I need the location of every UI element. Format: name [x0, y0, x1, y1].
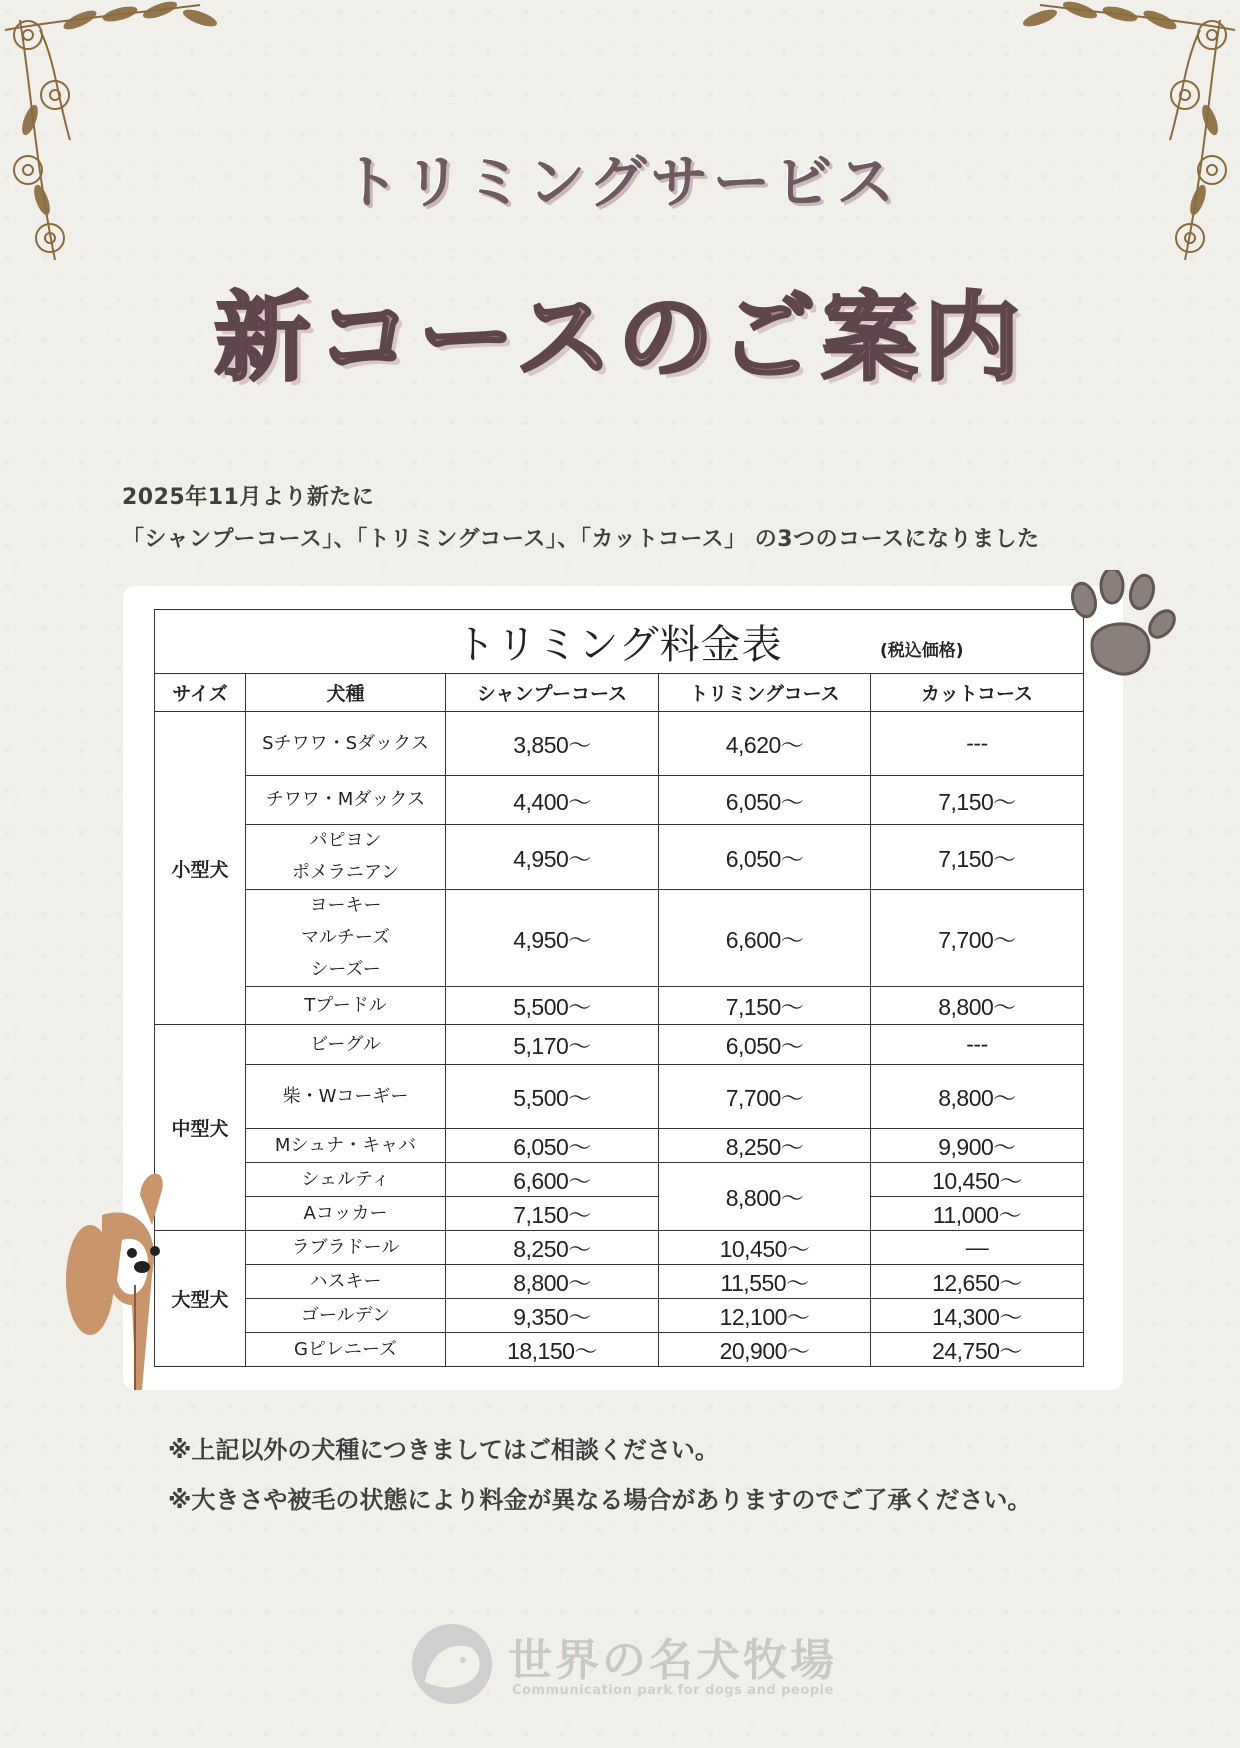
trimming-price: 7,150〜 [659, 987, 871, 1025]
logo-tagline: Communication park for dogs and people [512, 1683, 834, 1698]
breed-cell: ラブラドール [246, 1231, 446, 1265]
trimming-price: 6,050〜 [659, 776, 871, 825]
trimming-price: 4,620〜 [659, 712, 871, 776]
table-row [155, 987, 1084, 1025]
cut-price: 14,300〜 [871, 1299, 1084, 1333]
breed-cell: Aコッカー [246, 1197, 446, 1231]
shampoo-price: 9,350〜 [446, 1299, 659, 1333]
intro-line-2: 「シャンプーコース」、「トリミングコース」、「カットコース」 の3つのコースになりました [122, 527, 1040, 552]
shampoo-price: 5,500〜 [446, 1065, 659, 1129]
dog-logo-icon [405, 1622, 500, 1707]
breed-cell: 柴・Wコーギー [246, 1065, 446, 1129]
cut-price: 7,150〜 [871, 776, 1084, 825]
shampoo-price: 8,250〜 [446, 1231, 659, 1265]
cut-price: 7,700〜 [871, 890, 1084, 987]
table-row [155, 712, 1084, 776]
tax-note: (税込価格) [880, 641, 964, 661]
trimming-price: 7,700〜 [659, 1065, 871, 1129]
cut-price: 10,450〜 [871, 1163, 1084, 1197]
shampoo-price: 5,170〜 [446, 1025, 659, 1065]
shampoo-price: 7,150〜 [446, 1197, 659, 1231]
breed-cell: ハスキー [246, 1265, 446, 1299]
table-row [155, 1299, 1084, 1333]
cut-price: — [871, 1231, 1084, 1265]
trimming-price: 11,550〜 [659, 1265, 871, 1299]
table-row [155, 1129, 1084, 1163]
cut-price: --- [871, 1025, 1084, 1065]
shampoo-price: 4,950〜 [446, 825, 659, 890]
logo-name: 世界の名犬牧場 [508, 1635, 837, 1686]
table-row [155, 1265, 1084, 1299]
column-header: サイズ [155, 674, 246, 712]
shampoo-price: 3,850〜 [446, 712, 659, 776]
trimming-price: 8,800〜 [659, 1163, 871, 1231]
table-row [155, 1333, 1084, 1367]
note-2: ※大きさや被毛の状態により料金が異なる場合がありますのでご了承ください。 [168, 1486, 1032, 1514]
breed-cell: ヨーキー マルチーズ シーズー [246, 890, 446, 987]
shampoo-price: 6,600〜 [446, 1163, 659, 1197]
dog-peek-icon [62, 1165, 174, 1390]
shampoo-price: 4,950〜 [446, 890, 659, 987]
breed-cell: Tプードル [246, 987, 446, 1025]
shampoo-price: 8,800〜 [446, 1265, 659, 1299]
trimming-price: 6,050〜 [659, 1025, 871, 1065]
trimming-price: 20,900〜 [659, 1333, 871, 1367]
page-title: 新コースのご案内 [214, 282, 1026, 394]
paw-icon [1062, 570, 1182, 690]
breed-cell: Sチワワ・Sダックス [246, 712, 446, 776]
shampoo-price: 18,150〜 [446, 1333, 659, 1367]
cut-price: 8,800〜 [871, 1065, 1084, 1129]
note-1: ※上記以外の犬種につきましてはご相談ください。 [168, 1436, 719, 1464]
shampoo-price: 5,500〜 [446, 987, 659, 1025]
cut-price: 9,900〜 [871, 1129, 1084, 1163]
breed-cell: チワワ・Mダックス [246, 776, 446, 825]
cut-price: 7,150〜 [871, 825, 1084, 890]
column-header: トリミングコース [659, 674, 871, 712]
shampoo-price: 4,400〜 [446, 776, 659, 825]
breed-cell: Gピレニーズ [246, 1333, 446, 1367]
column-header: 犬種 [246, 674, 446, 712]
trimming-price: 6,050〜 [659, 825, 871, 890]
cut-price: 12,650〜 [871, 1265, 1084, 1299]
breed-cell: シェルティ [246, 1163, 446, 1197]
price-table [154, 609, 1084, 1367]
cut-price: 11,000〜 [871, 1197, 1084, 1231]
table-title: トリミング料金表 [455, 622, 783, 668]
table-row [155, 890, 1084, 987]
page-subtitle: トリミングサービス [341, 148, 899, 216]
shampoo-price: 6,050〜 [446, 1129, 659, 1163]
breed-cell: パピヨン ポメラニアン [246, 825, 446, 890]
table-row [155, 776, 1084, 825]
table-row [155, 1025, 1084, 1065]
size-label: 中型犬 [155, 1025, 246, 1231]
cut-price: 8,800〜 [871, 987, 1084, 1025]
size-label: 小型犬 [155, 712, 246, 1025]
breed-cell: Mシュナ・キャバ [246, 1129, 446, 1163]
cut-price: 24,750〜 [871, 1333, 1084, 1367]
trimming-price: 10,450〜 [659, 1231, 871, 1265]
intro-line-1: 2025年11月より新たに [122, 485, 375, 510]
column-header: カットコース [871, 674, 1084, 712]
table-row [155, 1163, 1084, 1197]
breed-cell: ゴールデン [246, 1299, 446, 1333]
trimming-price: 6,600〜 [659, 890, 871, 987]
size-label: 大型犬 [155, 1231, 246, 1367]
table-row [155, 1197, 1084, 1231]
table-caption [155, 610, 1084, 674]
breed-cell: ビーグル [246, 1025, 446, 1065]
table-row [155, 1065, 1084, 1129]
column-header: シャンプーコース [446, 674, 659, 712]
trimming-price: 8,250〜 [659, 1129, 871, 1163]
table-row [155, 1231, 1084, 1265]
cut-price: --- [871, 712, 1084, 776]
table-row [155, 825, 1084, 890]
trimming-price: 12,100〜 [659, 1299, 871, 1333]
